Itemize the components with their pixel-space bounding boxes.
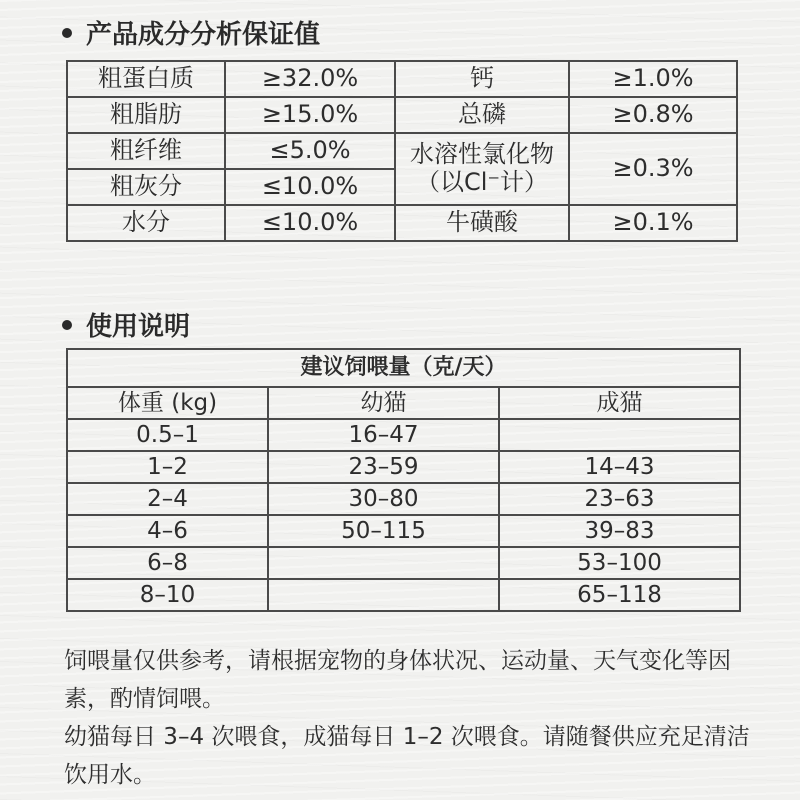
table-header-row — [67, 387, 740, 419]
table-row — [67, 97, 737, 133]
adult-amount-cell: 53–100 — [499, 547, 740, 579]
nutrient-value: ≥15.0% — [225, 97, 395, 133]
bullet-icon — [62, 28, 72, 38]
nutrient-name: 粗纤维 — [67, 133, 225, 169]
table-row — [67, 579, 740, 611]
analysis-section-title — [62, 14, 320, 51]
chloride-line-1: 水溶性氯化物 — [410, 140, 554, 169]
weight-cell: 1–2 — [67, 451, 268, 483]
nutrient-value: ≥1.0% — [569, 61, 737, 97]
weight-cell: 0.5–1 — [67, 419, 268, 451]
table-row — [67, 133, 737, 169]
analysis-title-text: 产品成分分析保证值 — [86, 20, 321, 50]
bullet-icon — [62, 320, 72, 330]
adult-amount-cell: 14–43 — [499, 451, 740, 483]
usage-notes — [64, 642, 764, 794]
nutrient-value: ≥32.0% — [225, 61, 395, 97]
weight-cell: 6–8 — [67, 547, 268, 579]
nutrient-name: 粗灰分 — [67, 169, 225, 205]
kitten-amount-cell — [268, 547, 499, 579]
weight-cell: 8–10 — [67, 579, 268, 611]
nutrient-value: ≤10.0% — [225, 169, 395, 205]
nutrient-value: ≥0.8% — [569, 97, 737, 133]
nutrient-name: 牛磺酸 — [395, 205, 569, 241]
usage-section-title — [62, 306, 190, 343]
feeding-note: 饲喂量仅供参考，请根据宠物的身体状况、运动量、天气变化等因素，酌情饲喂。 — [64, 648, 731, 712]
nutrient-value: ≤10.0% — [225, 205, 395, 241]
table-row — [67, 61, 737, 97]
adult-amount-cell: 39–83 — [499, 515, 740, 547]
usage-title-text: 使用说明 — [86, 312, 191, 342]
kitten-amount-cell — [268, 579, 499, 611]
adult-amount-cell: 23–63 — [499, 483, 740, 515]
analysis-table — [66, 60, 738, 242]
adult-amount-cell — [499, 419, 740, 451]
table-row — [67, 451, 740, 483]
frequency-note: 幼猫每日 3–4 次喂食，成猫每日 1–2 次喂食。请随餐供应充足清洁饮用水。 — [64, 724, 750, 788]
feeding-table-caption: 建议饲喂量（克/天） — [67, 349, 740, 387]
chloride-line-2: （以Cl⁻计） — [415, 168, 549, 196]
nutrient-name: 钙 — [395, 61, 569, 97]
nutrient-name: 粗脂肪 — [67, 97, 225, 133]
column-header-kitten: 幼猫 — [268, 387, 499, 419]
table-row — [67, 515, 740, 547]
kitten-amount-cell: 50–115 — [268, 515, 499, 547]
weight-cell: 4–6 — [67, 515, 268, 547]
table-row — [67, 419, 740, 451]
table-row — [67, 483, 740, 515]
kitten-amount-cell: 23–59 — [268, 451, 499, 483]
table-row — [67, 547, 740, 579]
weight-cell: 2–4 — [67, 483, 268, 515]
nutrient-value: ≥0.1% — [569, 205, 737, 241]
nutrient-value: ≤5.0% — [225, 133, 395, 169]
adult-amount-cell: 65–118 — [499, 579, 740, 611]
kitten-amount-cell: 16–47 — [268, 419, 499, 451]
nutrient-value: ≥0.3% — [569, 133, 737, 205]
table-caption-row — [67, 349, 740, 387]
column-header-adult: 成猫 — [499, 387, 740, 419]
nutrient-name-chloride — [395, 133, 569, 205]
table-row — [67, 205, 737, 241]
nutrient-name: 总磷 — [395, 97, 569, 133]
column-header-weight: 体重 (kg) — [67, 387, 268, 419]
nutrient-name: 粗蛋白质 — [67, 61, 225, 97]
feeding-table — [66, 348, 741, 612]
kitten-amount-cell: 30–80 — [268, 483, 499, 515]
nutrient-name: 水分 — [67, 205, 225, 241]
